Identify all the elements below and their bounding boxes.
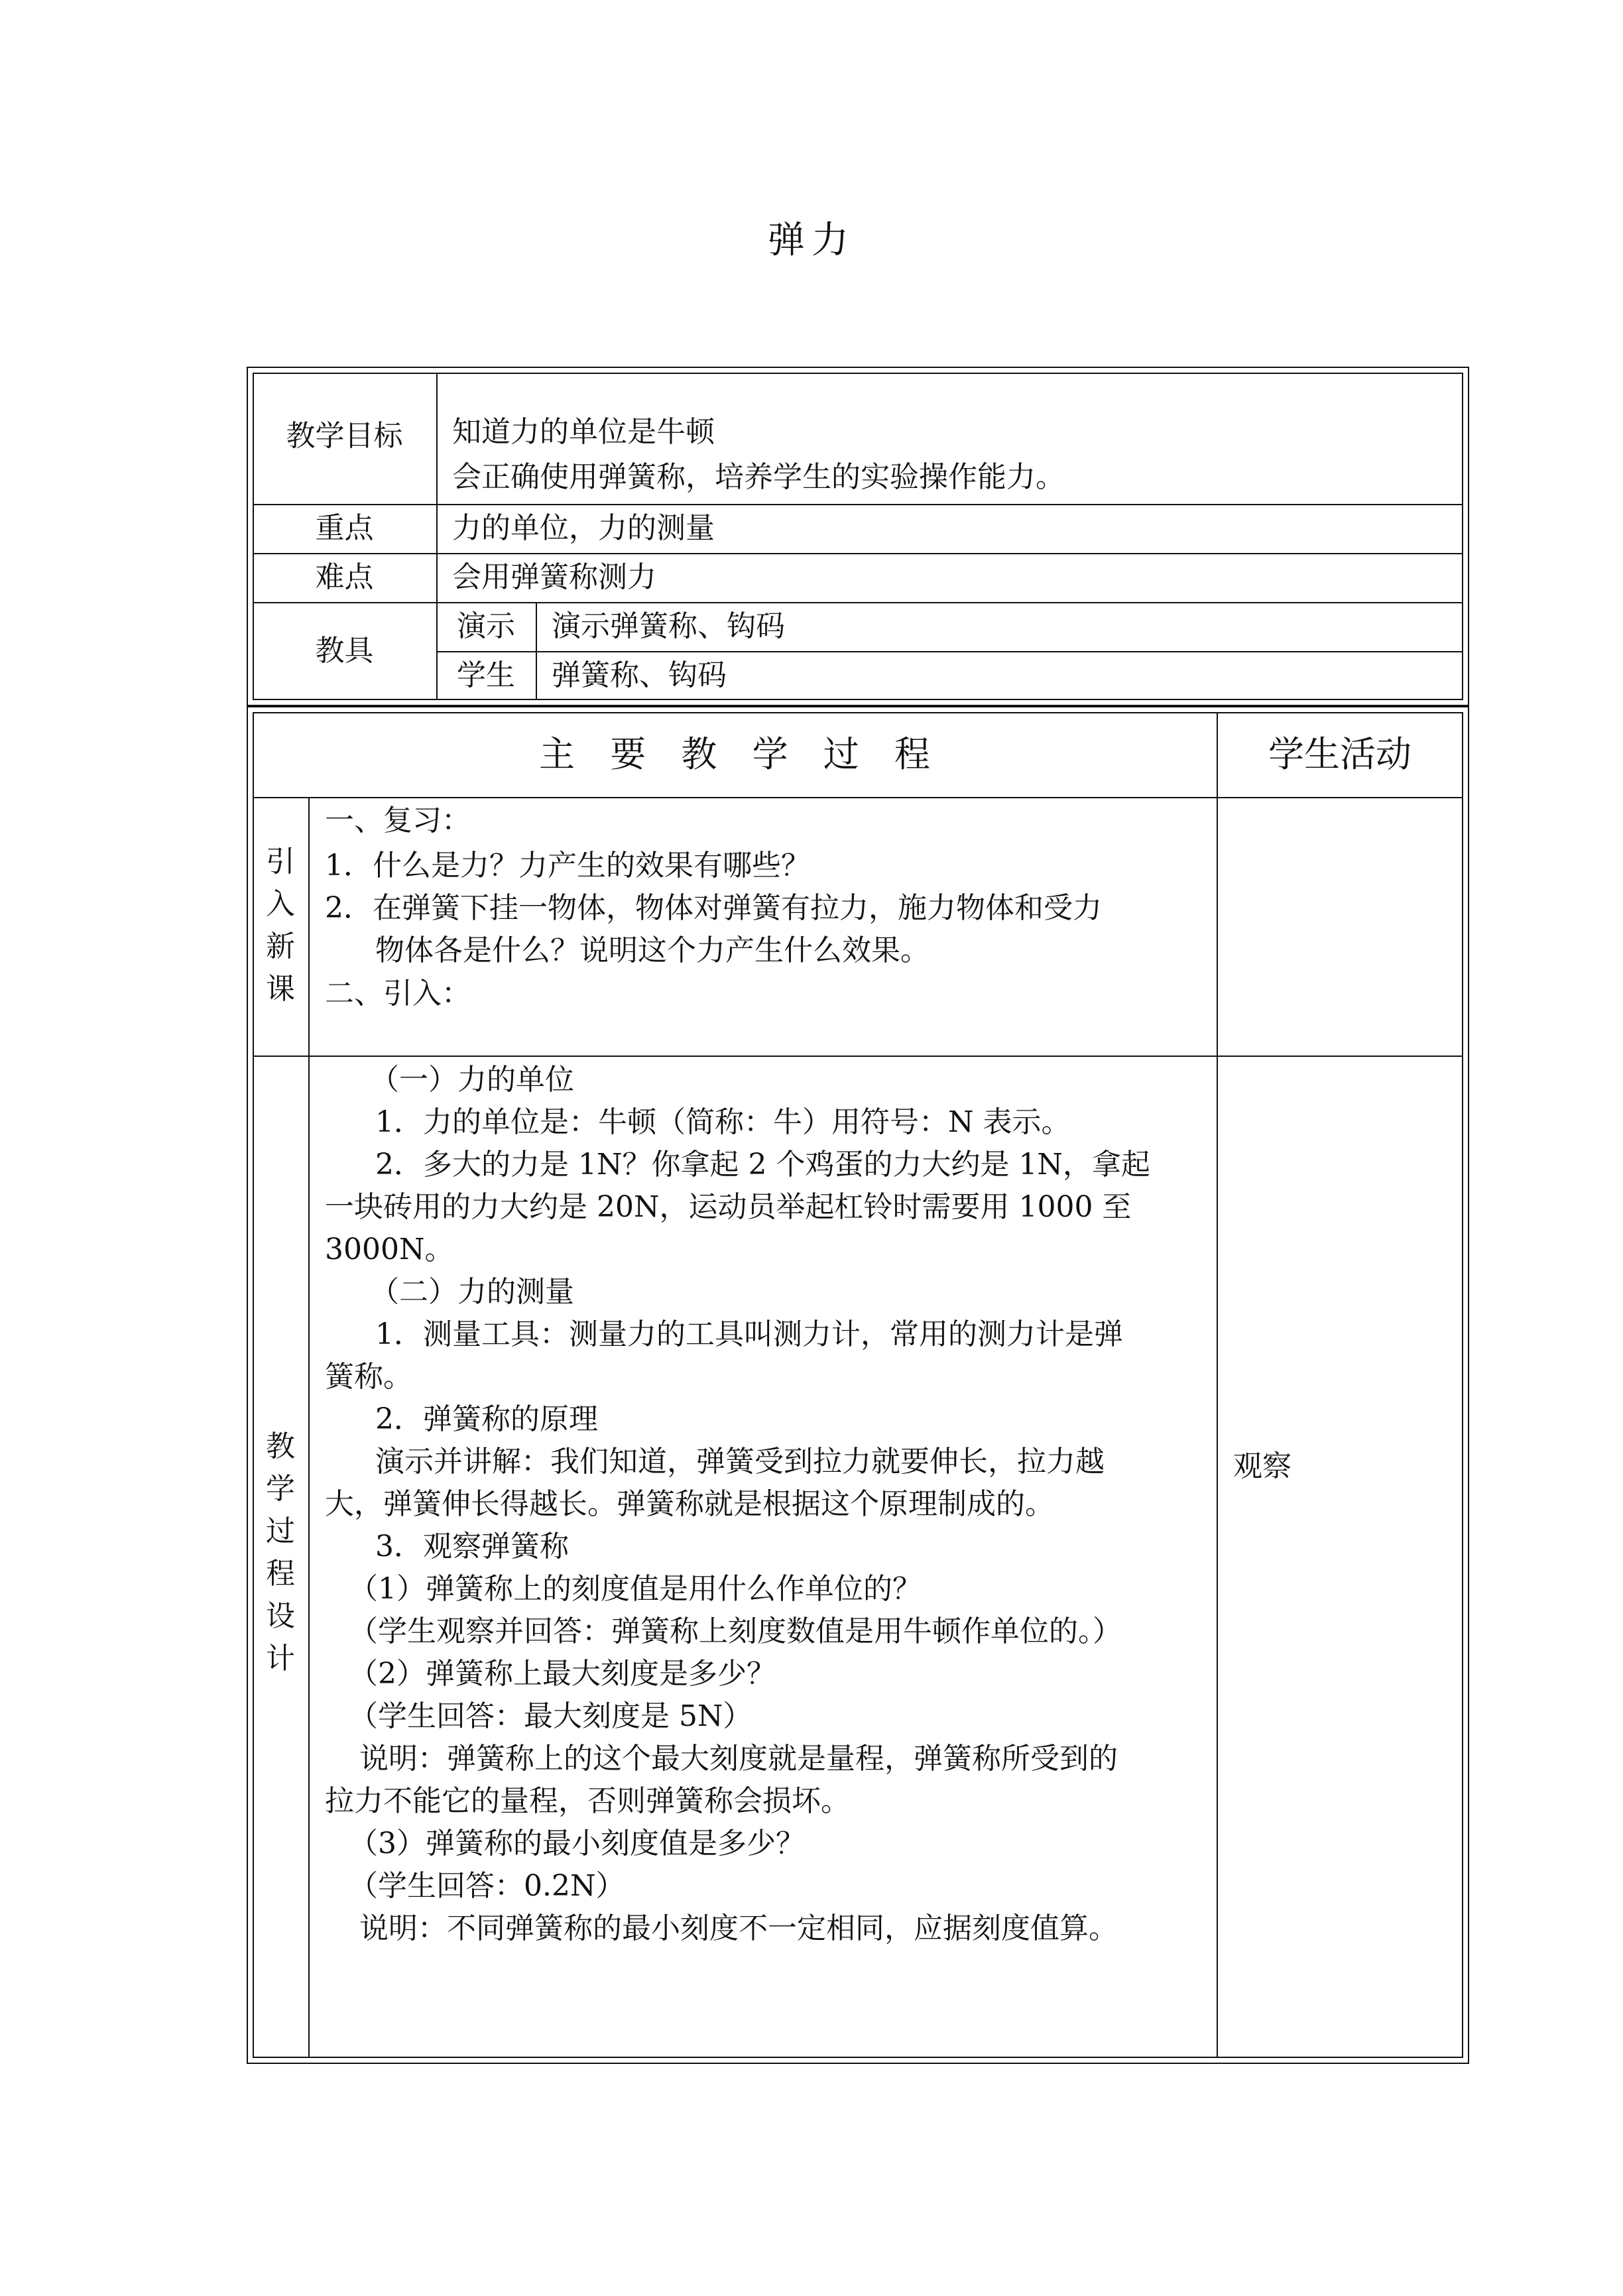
- key-label: 重点: [315, 511, 374, 545]
- intro-line: 一、复习：: [325, 804, 471, 837]
- design-line: （学生观察并回答：弹簧称上刻度数值是用牛顿作单位的。）: [349, 1614, 1122, 1648]
- design-line: 大，弹簧伸长得越长。弹簧称就是根据这个原理制成的。: [325, 1487, 1054, 1521]
- design-line: 说明：弹簧称上的这个最大刻度就是量程，弹簧称所受到的: [359, 1742, 1118, 1776]
- design-line: 说明：不同弹簧称的最小刻度不一定相同，应据刻度值算。: [359, 1911, 1118, 1945]
- demo-text: 演示弹簧称、钩码: [552, 609, 785, 643]
- design-line: 3．观察弹簧称: [375, 1530, 569, 1563]
- process-header-main: 主 要 教 学 过 程: [539, 733, 930, 775]
- student-text: 弹簧称、钩码: [552, 658, 727, 692]
- design-section-label: 教 学 过 程 设 计: [266, 1429, 295, 1675]
- design-line: 拉力不能它的量程，否则弹簧称会损坏。: [325, 1784, 850, 1818]
- design-line: 一块砖用的力大约是 20N，运动员举起杠铃时需要用 1000 至: [325, 1190, 1132, 1224]
- design-line: 簧称。: [325, 1360, 412, 1394]
- intro-line: 2．在弹簧下挂一物体，物体对弹簧有拉力，施力物体和受力: [325, 891, 1102, 925]
- design-line: 2．弹簧称的原理: [375, 1402, 598, 1436]
- tools-sub-divider: [536, 602, 537, 700]
- goal-label: 教学目标: [286, 419, 403, 453]
- design-line: 1．测量工具：测量力的工具叫测力计，常用的测力计是弹: [375, 1317, 1123, 1351]
- design-line: （2）弹簧称上最大刻度是多少？: [349, 1657, 776, 1691]
- design-line: （一）力的单位: [370, 1063, 574, 1097]
- difficult-label: 难点: [315, 560, 374, 594]
- process-label-col-divider: [308, 797, 310, 2058]
- info-row-divider: [253, 602, 1463, 603]
- demo-label: 演示: [457, 609, 515, 643]
- key-text: 力的单位，力的测量: [452, 511, 715, 545]
- info-row-divider: [253, 553, 1463, 554]
- design-activity: 观察: [1233, 1449, 1292, 1483]
- info-row-divider: [253, 504, 1463, 505]
- design-line: （1）弹簧称上的刻度值是用什么作单位的？: [349, 1572, 922, 1606]
- intro-line: 二、引入：: [325, 977, 471, 1010]
- design-line: 演示并讲解：我们知道，弹簧受到拉力就要伸长，拉力越: [375, 1445, 1105, 1479]
- design-line: （学生回答：0.2N）: [349, 1869, 625, 1903]
- goal-line-2: 会正确使用弹簧称，培养学生的实验操作能力。: [452, 460, 1065, 494]
- design-line: 3000N。: [325, 1233, 454, 1266]
- goal-line-1: 知道力的单位是牛顿: [452, 415, 715, 449]
- process-section-divider: [253, 1056, 1463, 1057]
- process-header-divider: [253, 797, 1463, 798]
- process-header-activity: 学生活动: [1268, 733, 1412, 775]
- design-line: （3）弹簧称的最小刻度值是多少？: [349, 1827, 805, 1860]
- intro-line: 1．什么是力？力产生的效果有哪些？: [325, 849, 810, 882]
- tools-label: 教具: [315, 634, 374, 668]
- design-line: 1．力的单位是：牛顿（简称：牛）用符号：N 表示。: [375, 1105, 1071, 1139]
- difficult-text: 会用弹簧称测力: [452, 560, 656, 594]
- info-row-divider: [436, 651, 1463, 652]
- activity-col-divider: [1217, 712, 1218, 2058]
- design-line: 2．多大的力是 1N？你拿起 2 个鸡蛋的力大约是 1N，拿起: [375, 1148, 1150, 1181]
- student-label: 学生: [457, 658, 515, 692]
- intro-line: 物体各是什么？说明这个力产生什么效果。: [375, 934, 930, 967]
- design-line: （二）力的测量: [370, 1275, 574, 1309]
- intro-section-label: 引 入 新 课: [266, 845, 295, 1006]
- design-line: （学生回答：最大刻度是 5N）: [349, 1699, 752, 1733]
- document-title: 弹力: [768, 219, 855, 262]
